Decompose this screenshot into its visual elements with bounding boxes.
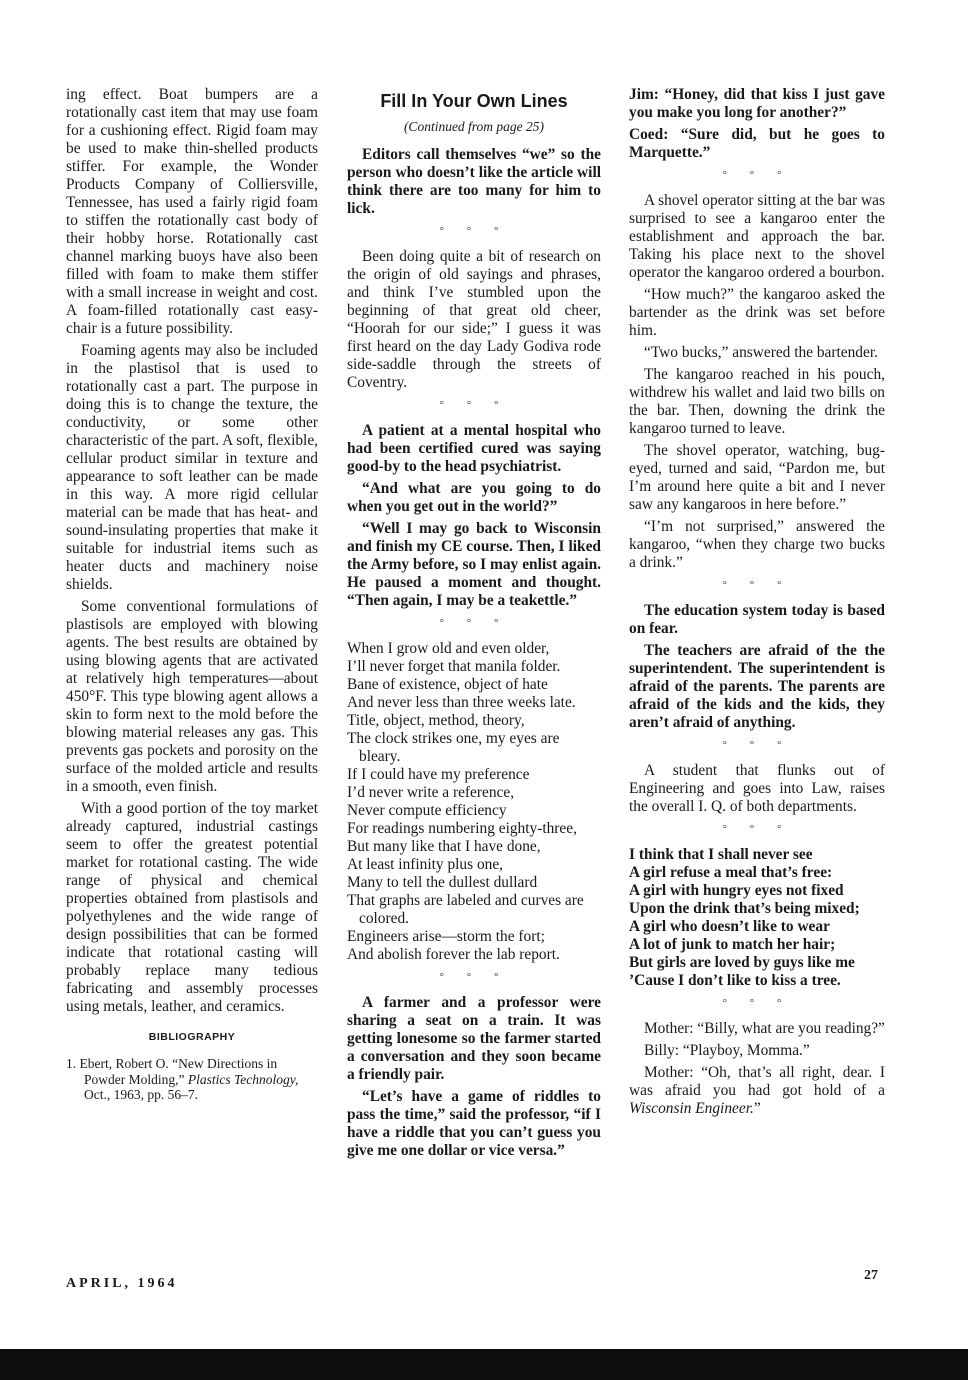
continued-note: (Continued from page 25) bbox=[403, 119, 545, 134]
poem-line: Title, object, method, theory, bbox=[347, 712, 525, 729]
joke-paragraph: A shovel operator sitting at the bar was surprised to see a kangaroo enter the establishment and approach the bar. Taking his place next to the shovel operator the kangaroo ordered a bourbon. bbox=[629, 192, 885, 281]
poem-line: When I grow old and even older, bbox=[347, 640, 550, 657]
column-middle bbox=[347, 86, 601, 1164]
joke-paragraph: A patient at a mental hospital who had been certified cured was saying good-by to the head psychiatrist. bbox=[347, 422, 601, 475]
citation-details: Oct., 1963, pp. 56–7. bbox=[84, 1087, 198, 1102]
paragraph: With a good portion of the toy market already captured, industrial castings seem to offer the greatest potential market for rotational casting. The wide range of physical and chemical properties obtained from plastisols and polyethylenes and the wide range of design possibilities that can be formed indicate that rotational casting will probably replace many tedious fabricating and assembly processes using metals, leather, and ceramics. bbox=[66, 800, 318, 1015]
poem-line: For readings numbering eighty-three, bbox=[347, 820, 577, 837]
joke-paragraph: A student that flunks out of Engineering and goes into Law, raises the overall I. Q. of both departments. bbox=[629, 762, 885, 815]
poem-line: I’d never write a reference, bbox=[347, 784, 515, 801]
joke-paragraph: Billy: “Playboy, Momma.” bbox=[644, 1042, 810, 1059]
poem bbox=[629, 846, 885, 990]
scan-edge-bar bbox=[0, 1349, 968, 1380]
separator: ° ° ° bbox=[722, 997, 792, 1009]
separator: ° ° ° bbox=[722, 823, 792, 835]
joke-text: Mother: “Oh, that’s all right, dear. I was afraid you had got hold of a bbox=[629, 1064, 885, 1099]
joke-paragraph: “And what are you going to do when you get out in the world?” bbox=[347, 480, 601, 515]
joke-paragraph: Jim: “Honey, did that kiss I just gave you make you long for another?” bbox=[629, 86, 885, 121]
joke-paragraph: The teachers are afraid of the the superintendent. The superintendent is afraid of the parents. The parents are afraid of the kids and the kids, they aren’t afraid of anything. bbox=[629, 642, 885, 731]
separator: ° ° ° bbox=[722, 169, 792, 181]
poem-line: I’ll never forget that manila folder. bbox=[347, 658, 561, 675]
poem-line: But girls are loved by guys like me bbox=[629, 954, 855, 971]
separator: ° ° ° bbox=[439, 617, 509, 629]
poem-line: A girl who doesn’t like to wear bbox=[629, 918, 830, 935]
joke-paragraph: A farmer and a professor were sharing a seat on a train. It was getting lonesome so the farmer started a conversation and they soon became a friendly pair. bbox=[347, 994, 601, 1083]
joke-paragraph: The education system today is based on fear. bbox=[629, 602, 885, 637]
article-heading: Fill In Your Own Lines bbox=[380, 91, 568, 111]
poem-line: A lot of junk to match her hair; bbox=[629, 936, 836, 953]
joke-paragraph: “I’m not surprised,” answered the kangaroo, “when they charge two bucks a drink.” bbox=[629, 518, 885, 571]
poem-line: A girl with hungry eyes not fixed bbox=[629, 882, 844, 899]
joke-paragraph: The shovel operator, watching, bug-eyed, turned and said, “Pardon me, but I’m around here quite a bit and I never saw any kangaroos in here before.” bbox=[629, 442, 885, 513]
citation-text: 1. Ebert, Robert O. “New Directions in Powder Molding,” bbox=[66, 1056, 278, 1087]
joke-paragraph: “How much?” the kangaroo asked the bartender as the drink was set before him. bbox=[629, 286, 885, 339]
poem-line: Upon the drink that’s being mixed; bbox=[629, 900, 860, 917]
joke-paragraph: “Two bucks,” answered the bartender. bbox=[644, 344, 878, 361]
joke-paragraph: Editors call themselves “we” so the person who doesn’t like the article will think there are too many for him to lick. bbox=[347, 146, 601, 217]
paragraph: Some conventional formulations of plastisols are employed with blowing agents. The best results are obtained by using blowing agents that are activated at relatively high temperatures—about 450°F. This type blowing agent allows a skin to form next to the mold before the blowing material releases any gas. This prevents gas pockets and porosity on the surface of the molded article and results in a smooth, even finish. bbox=[66, 598, 318, 795]
poem-line: I think that I shall never see bbox=[629, 846, 813, 863]
bibliography-heading: BIBLIOGRAPHY bbox=[148, 1031, 236, 1043]
poem-line: That graphs are labeled and curves are colored. bbox=[347, 892, 584, 927]
poem bbox=[347, 640, 601, 964]
column-right bbox=[629, 86, 885, 1122]
closing-quote: ” bbox=[753, 1100, 761, 1117]
poem-line: Never compute efficiency bbox=[347, 802, 507, 819]
poem-line: At least infinity plus one, bbox=[347, 856, 504, 873]
paragraph: ing effect. Boat bumpers are a rotationally cast item that may use foam for a cushioning effect. Rigid foam may be used to make thin-shelled products stiffer. For example, the Wonder Products Company of Colliersville, Tennessee, has used a fairly rigid foam to stiffen the rotationally cast body of their hobby horse. Rotationally cast channel marking buoys have also been filled with foam to make them stiffer with a small increase in weight and cost. A foam-filled rotationally cast easy-chair is a future possibility. bbox=[66, 86, 318, 337]
issue-date: APRIL, 1964 bbox=[66, 1276, 178, 1291]
joke-paragraph: Been doing quite a bit of research on the origin of old sayings and phrases, and think I’ve stumbled upon the beginning of that great old cheer, “Hoorah for our side;” I guess it was first heard on the day Lady Godiva rode side-saddle through the streets of Coventry. bbox=[347, 248, 601, 391]
joke-paragraph: “Let’s have a game of riddles to pass the time,” said the professor, “if I have a riddle that you can’t guess you give me one dollar or vice versa.” bbox=[347, 1088, 601, 1159]
poem-line: Bane of existence, object of hate bbox=[347, 676, 548, 693]
poem-line: ’Cause I don’t like to kiss a tree. bbox=[629, 972, 841, 989]
separator: ° ° ° bbox=[439, 399, 509, 411]
joke-paragraph bbox=[629, 1064, 885, 1118]
separator: ° ° ° bbox=[439, 225, 509, 237]
poem-line: The clock strikes one, my eyes are bleary. bbox=[347, 730, 560, 765]
separator: ° ° ° bbox=[722, 579, 792, 591]
poem-line: And abolish forever the lab report. bbox=[347, 946, 560, 963]
joke-paragraph: The kangaroo reached in his pouch, withdrew his wallet and laid two bills on the bar. Then, downing the drink the kangaroo turned to leave. bbox=[629, 366, 885, 437]
joke-paragraph: “Well I may go back to Wisconsin and finish my CE course. Then, I liked the Army before, so I may enlist again. He paused a moment and thought. “Then again, I may be a teakettle.” bbox=[347, 520, 601, 609]
joke-paragraph: Coed: “Sure did, but he goes to Marquette.” bbox=[629, 126, 885, 161]
separator: ° ° ° bbox=[439, 971, 509, 983]
poem-line: Many to tell the dullest dullard bbox=[347, 874, 538, 891]
poem-line: If I could have my preference bbox=[347, 766, 530, 783]
magazine-title: Wisconsin Engineer. bbox=[629, 1100, 754, 1117]
bibliography-entry bbox=[66, 1056, 318, 1103]
poem-line: Engineers arise—storm the fort; bbox=[347, 928, 545, 945]
column-left bbox=[66, 86, 318, 1103]
poem-line: A girl refuse a meal that’s free: bbox=[629, 864, 833, 881]
page-number: 27 bbox=[864, 1268, 878, 1283]
joke-paragraph: Mother: “Billy, what are you reading?” bbox=[644, 1020, 885, 1037]
paragraph: Foaming agents may also be included in the plastisol that is used to rotationally cast a part. The purpose in doing this is to change the texture, the conductivity, or some other characteristic of the part. A soft, flexible, cellular product similar in texture and appearance to soft leather can be made in this way. A more rigid cellular material can be made that has heat- and sound-insulating properties that make it suitable for industrial items such as heater ducts and machinery noise shields. bbox=[66, 342, 318, 593]
separator: ° ° ° bbox=[722, 739, 792, 751]
poem-line: And never less than three weeks late. bbox=[347, 694, 576, 711]
citation-journal: Plastics Technology, bbox=[187, 1071, 299, 1087]
poem-line: But many like that I have done, bbox=[347, 838, 541, 855]
